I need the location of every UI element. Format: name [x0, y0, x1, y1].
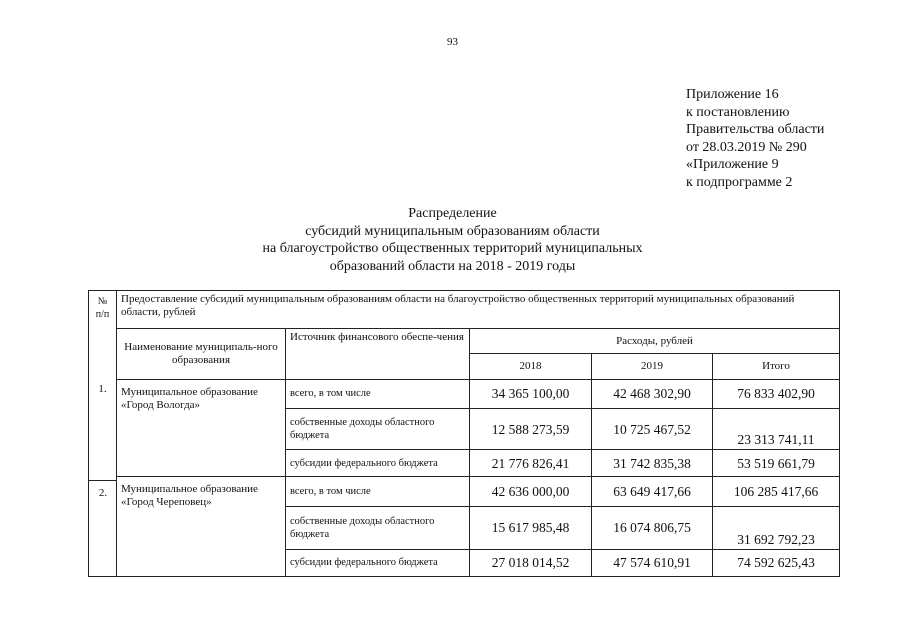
appendix-block	[686, 86, 824, 192]
row-1-2019-total: 42 468 302,90	[592, 379, 713, 409]
appendix-line-3: Правительства области	[686, 122, 825, 138]
row-1-2018-federal: 21 776 826,41	[470, 450, 592, 476]
col-name-header: Наименование муниципаль-ного образования	[117, 328, 286, 379]
row-2-2018-regional: 15 617 985,48	[470, 507, 592, 549]
row-1-sum-total: 76 833 402,90	[713, 379, 840, 409]
row-2-2018-federal: 27 018 014,52	[470, 549, 592, 576]
title-line-3: на благоустройство общественных территорий муниципальных	[262, 241, 643, 257]
title-line-2: субсидий муниципальным образованиям области	[305, 223, 600, 239]
row-1-2019-federal: 31 742 835,38	[592, 450, 713, 476]
row-2-source-3: субсидии федерального бюджета	[286, 549, 470, 576]
row-2-number: 2.	[98, 487, 108, 499]
title-line-1: Распределение	[408, 206, 497, 221]
row-1-number: 1.	[98, 383, 107, 395]
subsidy-table-frame	[88, 290, 839, 577]
col-total-header: Итого	[713, 354, 840, 379]
row-1-name: Муниципальное образование «Город Вологда»	[117, 379, 286, 476]
row-1-source-3: субсидии федерального бюджета	[286, 450, 470, 476]
col-2019-header: 2019	[592, 354, 713, 379]
document-title	[0, 205, 905, 275]
row-2-source-2: собственные доходы областного бюджета	[286, 507, 470, 549]
row-2-2019-total: 63 649 417,66	[592, 476, 713, 507]
row-2-sum-federal: 74 592 625,43	[713, 549, 840, 576]
row-2-2019-regional: 16 074 806,75	[592, 507, 713, 549]
appendix-line-2: к постановлению	[686, 104, 790, 120]
row-1-sum-federal: 53 519 661,79	[713, 450, 840, 476]
number-header-text: № п/п	[95, 296, 110, 320]
col-source-header: Источник финансового обеспе-чения	[286, 328, 470, 379]
row-1-source-2: собственные доходы областного бюджета	[286, 409, 470, 450]
row-2-sum-total: 106 285 417,66	[713, 476, 840, 507]
row-2-sum-regional: 31 692 792,23	[713, 507, 840, 549]
row-1-2019-regional: 10 725 467,52	[592, 409, 713, 450]
row-1-2018-total: 34 365 100,00	[470, 379, 592, 409]
col-2018-header: 2018	[470, 354, 592, 379]
subsidy-table	[88, 290, 840, 577]
table-caption: Предоставление субсидий муниципальным образованиям области на благоустройство общественных территорий муниципальных образований области, рублей	[117, 291, 840, 329]
row-2-source-1: всего, в том числе	[286, 476, 470, 507]
row-1-source-1: всего, в том числе	[286, 379, 470, 409]
col-number-header	[89, 291, 117, 577]
page-number: 93	[447, 36, 458, 48]
row-2-name: Муниципальное образование «Город Череповец»	[117, 476, 286, 576]
appendix-line-1: Приложение 16	[686, 87, 779, 102]
row-2-2018-total: 42 636 000,00	[470, 476, 592, 507]
appendix-line-4: от 28.03.2019 № 290	[686, 139, 807, 155]
row-2-2019-federal: 47 574 610,91	[592, 549, 713, 576]
appendix-line-5: «Приложение 9	[686, 157, 779, 173]
row-1-sum-regional: 23 313 741,11	[713, 409, 840, 450]
title-line-4: образований области на 2018 - 2019 годы	[329, 258, 576, 274]
row-divider	[89, 480, 117, 481]
appendix-line-6: к подпрограмме 2	[686, 174, 793, 190]
col-expenses-header: Расходы, рублей	[470, 328, 840, 353]
row-1-2018-regional: 12 588 273,59	[470, 409, 592, 450]
